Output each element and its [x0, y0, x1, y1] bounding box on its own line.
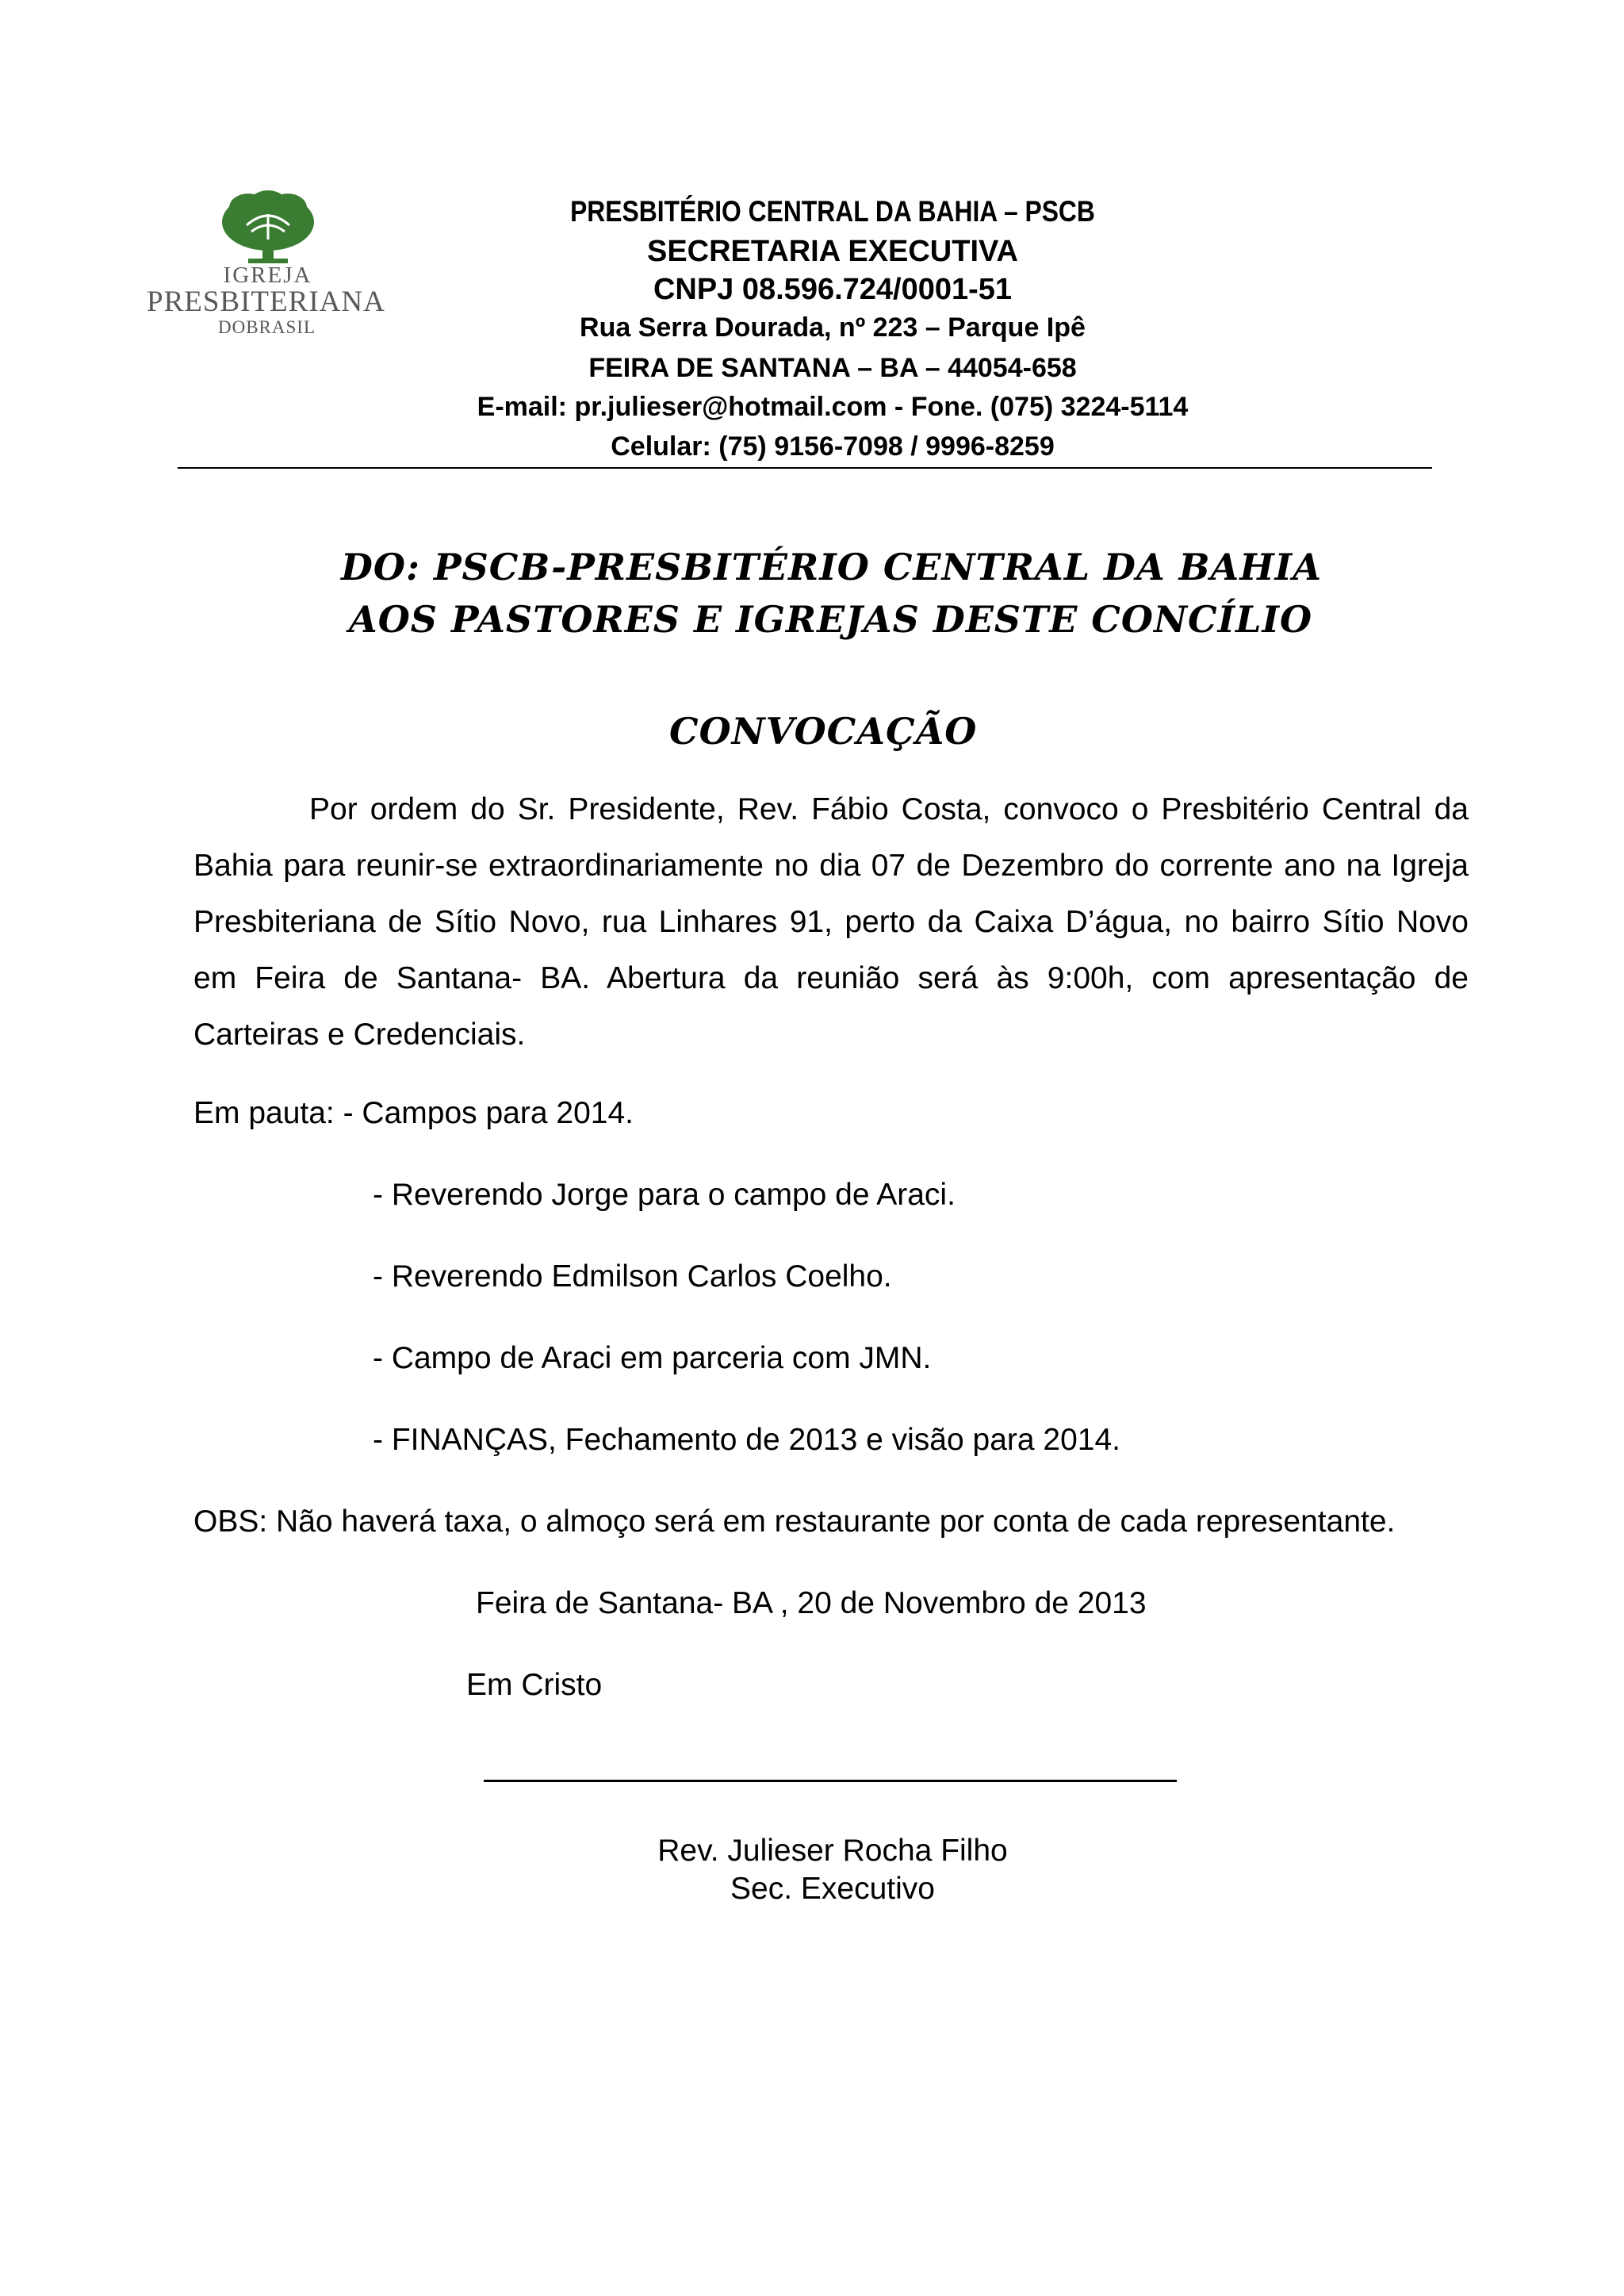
church-logo: [147, 190, 385, 349]
contact-mobile: Celular: (75) 9156-7098 / 9996-8259: [611, 431, 1055, 462]
signer-name: Rev. Julieser Rocha Filho: [657, 1834, 1008, 1868]
title-to: AOS PASTORES E IGREJAS DESTE CONCÍLIO: [349, 598, 1313, 641]
header-divider: [178, 467, 1432, 469]
signer-role: Sec. Executivo: [730, 1872, 935, 1906]
logo-text-presbiteriana: PRESBITERIANA: [147, 286, 385, 318]
agenda-item: - Campo de Araci em parceria com JMN.: [373, 1341, 932, 1375]
closing: Em Cristo: [466, 1668, 603, 1702]
agenda-item: - Reverendo Edmilson Carlos Coelho.: [373, 1259, 892, 1294]
signature-line: [484, 1780, 1177, 1782]
title-from: DO: PSCB-PRESBITÉRIO CENTRAL DA BAHIA: [341, 546, 1322, 588]
agenda-label: Em pauta: - Campos para 2014.: [193, 1096, 634, 1130]
org-name: PRESBITÉRIO CENTRAL DA BAHIA – PSCB: [570, 195, 1095, 228]
agenda-item: - FINANÇAS, Fechamento de 2013 e visão para 2014.: [373, 1423, 1121, 1457]
contact-email-phone: E-mail: pr.julieser@hotmail.com - Fone. (075) 3224-5114: [477, 392, 1189, 422]
logo-text-brasil: DOBRASIL: [218, 317, 316, 337]
obs-note: OBS: Não haverá taxa, o almoço será em restaurante por conta de cada representante.: [193, 1504, 1396, 1539]
document-heading: CONVOCAÇÃO: [669, 710, 978, 753]
city: FEIRA DE SANTANA – BA – 44054-658: [588, 353, 1077, 383]
address: Rua Serra Dourada, nº 223 – Parque Ipê: [580, 312, 1086, 343]
tree-icon: [216, 190, 320, 263]
logo-text-igreja: IGREJA: [223, 263, 312, 288]
cnpj: CNPJ 08.596.724/0001-51: [653, 273, 1013, 306]
agenda-item: - Reverendo Jorge para o campo de Araci.: [373, 1178, 956, 1212]
department: SECRETARIA EXECUTIVA: [646, 235, 1018, 268]
convocation-paragraph: Por ordem do Sr. Presidente, Rev. Fábio Costa, convoco o Presbitério Central da Bahia para reunir-se extraordinariamente no dia 07 de Dezembro do corrente ano na Igreja Presbiteriana de Sítio Novo, rua Linhares 91, perto da Caixa D’água, no bairro Sítio Novo em Feira de Santana- BA. Abertura da reunião será às 9:00h, com apresentação de Carteiras e Credenciais.: [193, 792, 1469, 1052]
place-date: Feira de Santana- BA , 20 de Novembro de 2013: [476, 1586, 1147, 1620]
